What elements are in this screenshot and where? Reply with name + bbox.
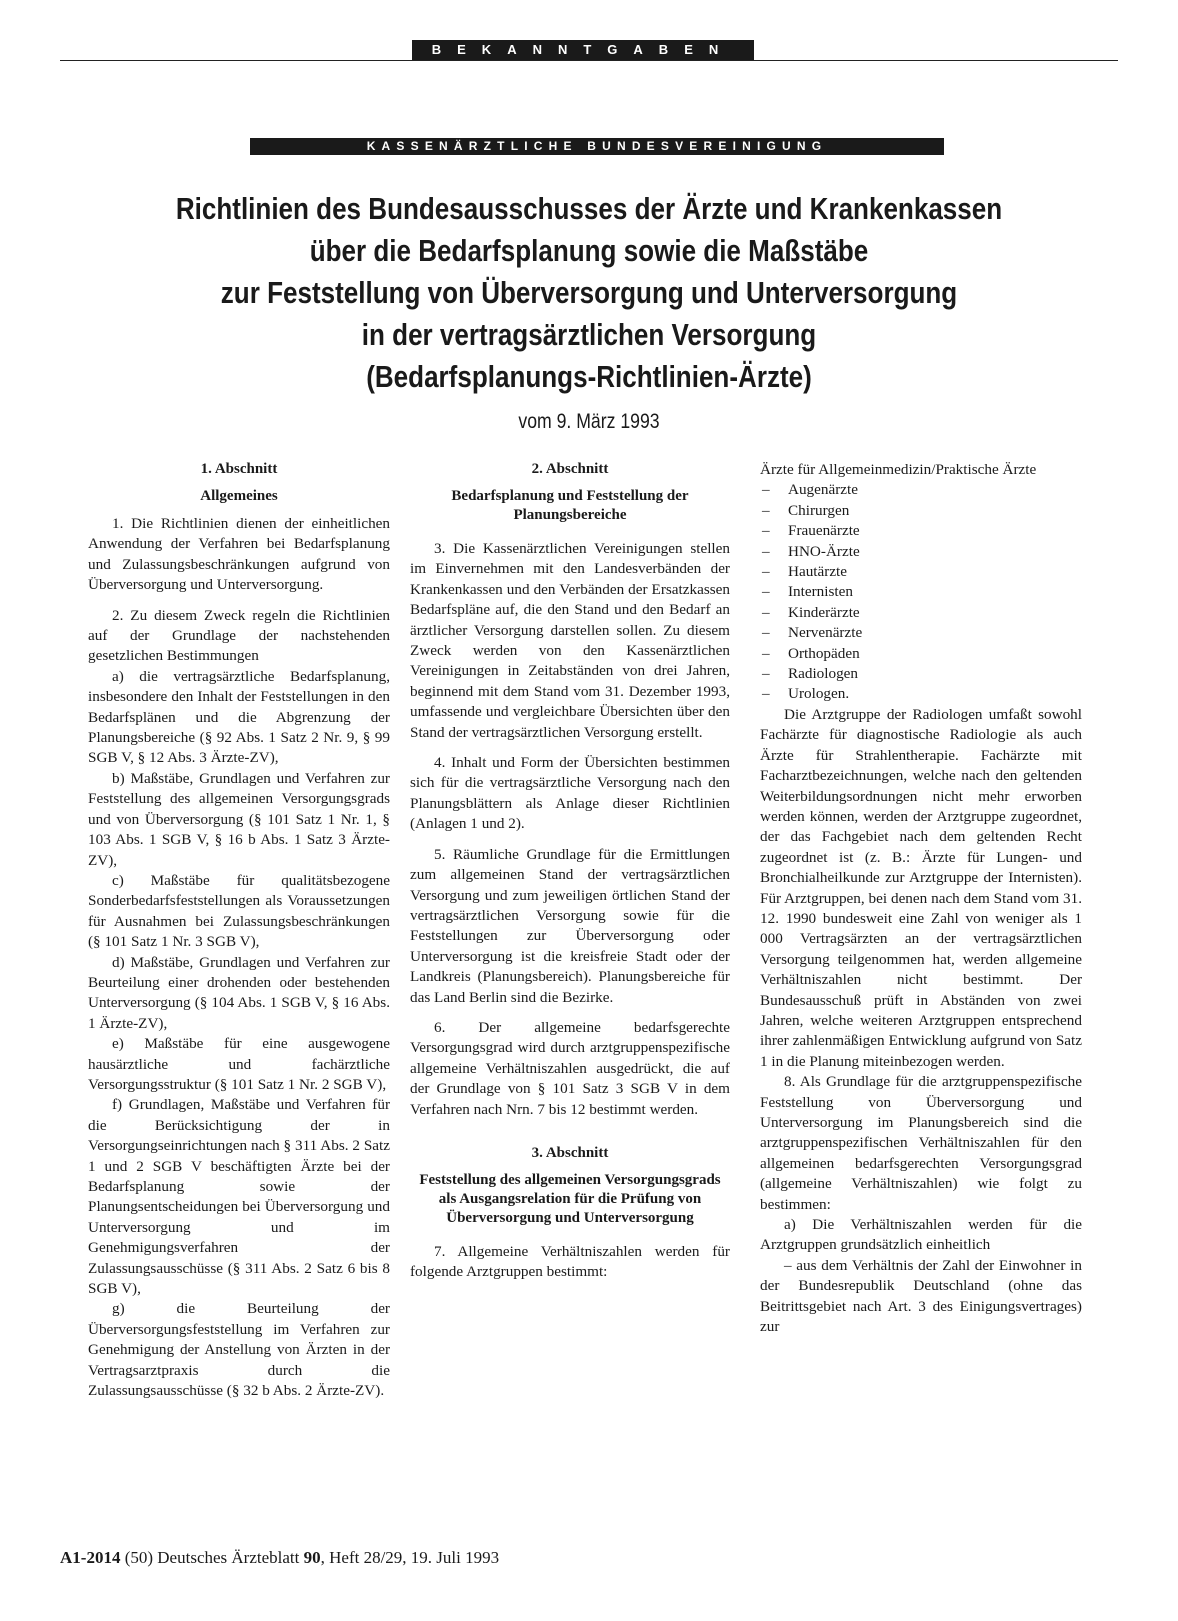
paragraph: 5. Räumliche Grundlage für die Ermittlungen zum allgemeinen Stand der vertragsärztlichen Versorgung und zum jeweiligen örtlichen Stand der vertragsärztlichen Versorgung sowie für die Feststellungen zur Überversorgung oder Unterversorgung ist die kreisfreie Stadt oder der Landkreis (Planungsbereich). Planungsbereiche für das Land Berlin sind die Bezirke. [410,845,730,1006]
column-2 [410,460,730,1283]
list-item: – Radiologen [762,664,1082,684]
section-heading: 2. Abschnitt [531,461,609,477]
column-3 [760,460,1082,1337]
list-item: Ärzte für Allgemeinmedizin/Praktische Ärzte [760,461,1037,478]
volume-number: 90 [303,1548,321,1567]
list-item: – Nervenärzte [762,623,1082,643]
header-rule [60,60,1118,61]
list-item: g) die Beurteilung der Überversorgungsfeststellung im Verfahren zur Genehmigung der Anstellung von Ärzten in der Vertragsarztpraxis durch die Zulassungsausschüsse (§ 32 b Abs. 2 Ärzte-ZV). [88,1300,390,1400]
title-line: über die Bedarfsplanung sowie die Maßstäbe [309,233,869,268]
date-line: vom 9. März 1993 [518,410,660,433]
section-heading: 3. Abschnitt [531,1144,609,1161]
page-footer [60,1548,499,1568]
publisher-bar: KASSENÄRZTLICHE BUNDESVEREINIGUNG [250,138,944,155]
list-item: f) Grundlagen, Maßstäbe und Verfahren für die Berücksichtigung der in Versorgungseinrichtungen nach § 311 Abs. 2 Satz 1 und 2 SGB V beschäftigten Ärzte bei der Bedarfsplanung sowie der Planungsentscheidungen bei Überversorgung und Unterversorgung und im Genehmigungsverfahren der Zulassungsausschüsse (§ 311 Abs. 2 Satz 6 bis 8 SGB V), [88,1096,390,1298]
page-title [145,188,1034,398]
list-item: – Frauenärzte [762,521,1082,541]
list-item: – Internisten [762,582,1082,602]
paragraph: 8. Als Grundlage für die arztgruppenspezifische Feststellung von Überversorgung und Unterversorgung im Planungsbereich sind die arztgruppenspezifischen Verhältniszahlen für den allgemeinen bedarfsgerechten Versorgungsgrad (allgemeine Verhältniszahlen) wie folgt zu bestimmen: [760,1073,1082,1213]
section-heading: 1. Abschnitt [200,461,278,477]
list-item: d) Maßstäbe, Grundlagen und Verfahren zur Beurteilung einer drohenden oder bestehenden Unterversorgung (§ 104 Abs. 1 SGB V, § 16 Abs. 1 Ärzte-ZV), [88,953,390,1032]
list-item: – Kinderärzte [762,603,1082,623]
paragraph: – aus dem Verhältnis der Zahl der Einwohner in der Bundesrepublik Deutschland (ohne das Beitrittsgebiet nach Art. 3 des Einigungsvertrages) zur [760,1256,1082,1336]
paragraph: a) Die Verhältniszahlen werden für die Arztgruppen grundsätzlich einheitlich [760,1216,1082,1254]
title-line: (Bedarfsplanungs-Richtlinien-Ärzte) [366,359,812,394]
issue-info: , Heft 28/29, 19. Juli 1993 [320,1548,500,1567]
list-item: – Hautärzte [762,562,1082,582]
paragraph: 2. Zu diesem Zweck regeln die Richtlinien auf der Grundlage der nachstehenden gesetzlichen Bestimmungen [88,606,390,665]
section-label: BEKANNTGABEN [412,40,754,60]
list-item: – Urologen. [762,684,1082,704]
title-line: in der vertragsärztlichen Versorgung [361,317,817,352]
title-line: Richtlinien des Bundesausschusses der Ärzte und Krankenkassen [175,191,1003,226]
paragraph: 6. Der allgemeine bedarfsgerechte Versorgungsgrad wird durch arztgruppenspezifische allgemeine Verhältniszahlen ausgedrückt, die auf der Grundlage von § 101 Satz 3 SGB V in dem Verfahren nach Nrn. 7 bis 12 bestimmt werden. [410,1018,730,1118]
arztgruppen-list [760,480,1082,704]
paragraph: 1. Die Richtlinien dienen der einheitlichen Anwendung der Verfahren bei Bedarfsplanung und Zulassungsbeschränkungen aufgrund von Überversorgung und Unterversorgung. [88,515,390,594]
page-number: (50) [124,1548,154,1567]
journal-name: Deutsches Ärzteblatt [157,1548,300,1567]
section-subheading: Feststellung des allgemeinen Versorgungsgrads als Ausgangsrelation für die Prüfung von Überversorgung und Unterversorgung [419,1171,721,1226]
paragraph: 4. Inhalt und Form der Übersichten bestimmen sich für die vertragsärztliche Versorgung nach den Planungsblättern als Anlage dieser Richtlinien (Anlagen 1 und 2). [410,754,730,833]
list-item: – Chirurgen [762,501,1082,521]
list-item: c) Maßstäbe für qualitätsbezogene Sonderbedarfsfeststellungen als Voraussetzungen für Ausnahmen bei Zulassungsbeschränkungen (§ 101 Satz 1 Nr. 3 SGB V), [88,871,390,951]
paragraph: 3. Die Kassenärztlichen Vereinigungen stellen im Einvernehmen mit den Landesverbänden der Krankenkassen und den Verbänden der Ersatzkassen Bedarfspläne auf, die den Stand und den Bedarf an ärztlicher Versorgung darstellen sollen. Zu diesem Zweck werden von den Kassenärztlichen Vereinigungen in Zeitabständen von drei Jahren, beginnend mit dem Stand vom 31. Dezember 1993, umfassende und vergleichbare Übersichten über den Stand der vertragsärztlichen Versorgung erstellt. [410,540,730,741]
list-item: a) die vertragsärztliche Bedarfsplanung, insbesondere den Inhalt der Feststellungen in den Bedarfsplänen und die Abgrenzung der Planungsbereiche (§ 92 Abs. 1 Satz 2 Nr. 9, § 99 SGB V, § 12 Abs. 3 Ärzte-ZV), [88,667,390,767]
section-subheading: Bedarfsplanung und Feststellung der Planungsbereiche [451,488,689,523]
list-item: – Orthopäden [762,644,1082,664]
column-1 [88,460,390,1401]
paragraph: Die Arztgruppe der Radiologen umfaßt sowohl Fachärzte für diagnostische Radiologie als auch Ärzte für Strahlentherapie. Fachärzte mit Facharztbezeichnungen, welche nach den geltenden Weiterbildungsordnungen nicht mehr erworben werden können, werden der Arztgruppe zugeordnet, der das Fachgebiet nach dem geltenden Recht zugeordnet ist (z. B.: Ärzte für Lungen- und Bronchialheilkunde zur Arztgruppe der Internisten). Für Arztgruppen, bei denen nach dem Stand vom 31. 12. 1990 bundesweit eine Zahl von weniger als 1 000 Vertragsärzten an der vertragsärztlichen Versorgung teilgenommen hat, werden allgemeine Verhältniszahlen nicht bestimmt. Der Bundesausschuß prüft in Abständen von zwei Jahren, welche weiteren Arztgruppen entsprechend ihrer zahlenmäßigen Entwicklung aufgrund von Satz 1 in die Planung miteinbezogen werden. [760,705,1082,1070]
list-item: – HNO-Ärzte [762,542,1082,562]
list-item: – Augenärzte [762,480,1082,500]
paragraph: 7. Allgemeine Verhältniszahlen werden für folgende Arztgruppen bestimmt: [410,1242,730,1281]
title-line: zur Feststellung von Überversorgung und Unterversorgung [220,275,958,310]
list-item: b) Maßstäbe, Grundlagen und Verfahren zur Feststellung des allgemeinen Versorgungsgrads und von Überversorgung (§ 101 Satz 1 Nr. 1, § 103 Abs. 1 SGB V, § 16 b Abs. 1 Satz 3 Ärzte-ZV), [88,769,390,869]
page-reference: A1-2014 [60,1548,121,1567]
list-item: e) Maßstäbe für eine ausgewogene hausärztliche und fachärztliche Versorgungsstruktur (§ 101 Satz 1 Nr. 2 SGB V), [88,1035,390,1093]
section-subheading: Allgemeines [200,488,278,504]
